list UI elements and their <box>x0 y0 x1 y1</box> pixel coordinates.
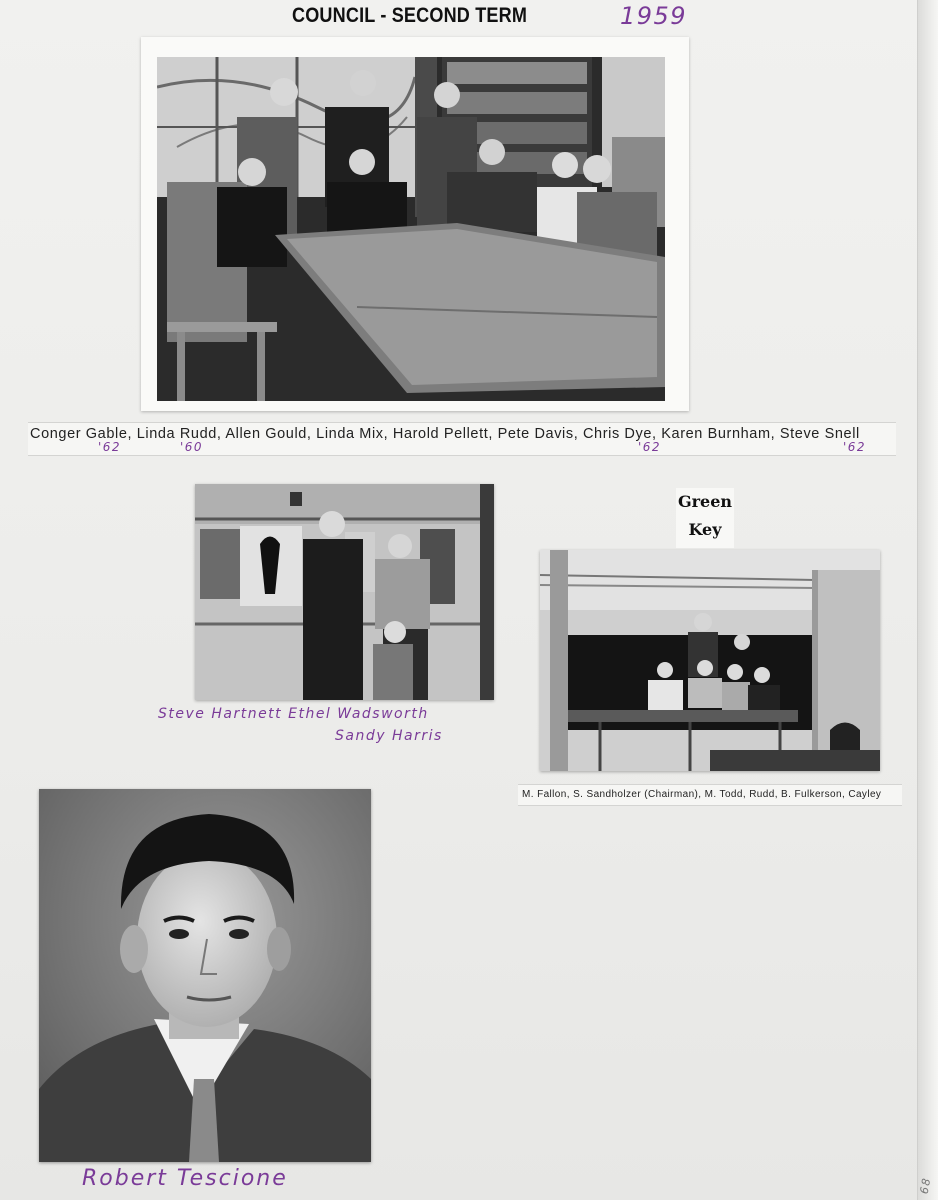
council-caption <box>28 422 896 456</box>
council-group-photo <box>157 57 665 401</box>
exhibit-names-line1: Steve Hartnett Ethel Wadsworth <box>158 706 429 722</box>
portrait-name: Robert Tescione <box>82 1166 288 1191</box>
page-edge <box>917 0 938 1200</box>
green-key-caption <box>518 784 902 806</box>
exhibit-names-line2: Sandy Harris <box>335 728 443 744</box>
green-key-label <box>676 488 734 548</box>
class-note-gable: '62 <box>98 440 122 454</box>
exhibit-photo <box>195 484 494 700</box>
council-names: Conger Gable, Linda Rudd, Allen Gould, Linda Mix, Harold Pellett, Pete Davis, Chris Dye, Karen Burnham, Steve Snell <box>30 426 860 442</box>
class-note-dye: '62 <box>638 440 662 454</box>
page-number: 68 <box>917 1176 934 1195</box>
handwritten-year: 1959 <box>620 2 688 30</box>
page-title: COUNCIL - SECOND TERM <box>292 4 528 27</box>
class-note-snell: '62 <box>843 440 867 454</box>
green-key-label-line1: Green <box>677 492 733 511</box>
class-note-rudd: '60 <box>180 440 204 454</box>
portrait-photo <box>39 789 371 1162</box>
green-key-photo <box>540 550 880 771</box>
green-key-label-line2: Key <box>688 520 722 539</box>
green-key-names: M. Fallon, S. Sandholzer (Chairman), M. Todd, Rudd, B. Fulkerson, Cayley <box>522 789 882 800</box>
